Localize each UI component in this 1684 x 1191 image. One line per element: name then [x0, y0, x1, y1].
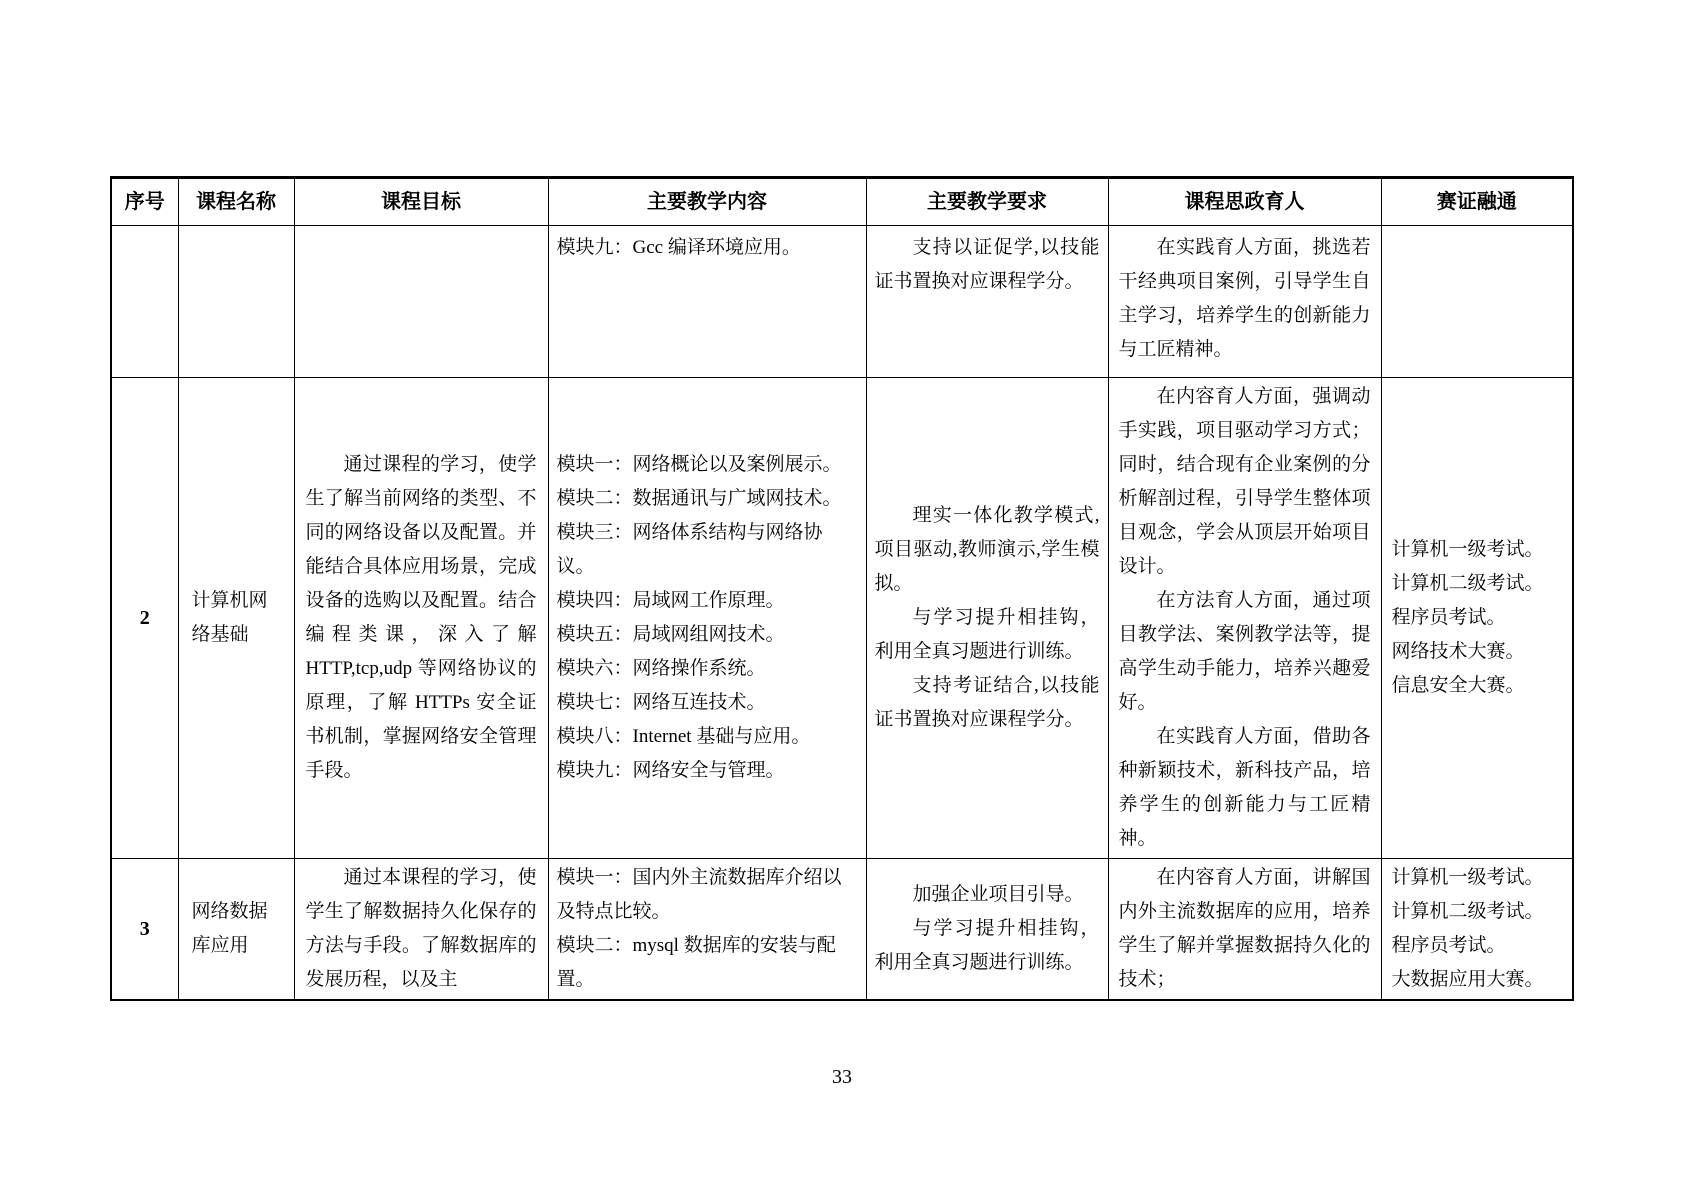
cell-teaching-content	[548, 226, 866, 378]
header-certs: 赛证融通	[1381, 178, 1573, 226]
objective-paragraph: 通过课程的学习，使学生了解当前网络的类型、不同的网络设备以及配置。并能结合具体应用场景，完成设备的选购以及配置。结合编程类课，深入了解 HTTP,tcp,udp 等网络协议的原理，了解 HTTPs 安全证书机制，掌握网络安全管理手段。	[305, 454, 537, 781]
requirement-line: 支持考证结合,以技能证书置换对应课程学分。	[874, 675, 1100, 730]
content-line: 模块六：网络操作系统。	[556, 658, 766, 679]
ideology-line: 在实践育人方面，挑选若干经典项目案例，引导学生自主学习，培养学生的创新能力与工匠精神。	[1118, 237, 1371, 360]
content-line: 模块二：mysql 数据库的安装与配置。	[556, 935, 836, 990]
cell-teaching-content	[548, 859, 866, 1001]
header-objectives: 课程目标	[294, 178, 548, 226]
content-line: 模块一：网络概论以及案例展示。	[556, 454, 842, 475]
cell-certs	[1381, 859, 1573, 1001]
content-line: 模块五：局域网组网技术。	[556, 624, 785, 645]
requirement-line: 与学习提升相挂钩，利用全真习题进行训练。	[874, 607, 1100, 662]
requirement-line: 加强企业项目引导。	[912, 884, 1084, 905]
page-number: 33	[832, 1066, 852, 1088]
cert-line: 程序员考试。	[1391, 935, 1506, 956]
course-table	[110, 176, 1574, 1001]
cert-line: 计算机一级考试。	[1391, 539, 1544, 560]
cert-line: 计算机一级考试。	[1391, 867, 1544, 888]
requirement-line: 理实一体化教学模式,项目驱动,教师演示,学生模拟。	[874, 505, 1100, 594]
cert-line: 程序员考试。	[1391, 607, 1506, 628]
header-teaching-content: 主要教学内容	[548, 178, 866, 226]
cell-certs	[1381, 226, 1573, 378]
header-ideology: 课程思政育人	[1108, 178, 1381, 226]
ideology-line: 在方法育人方面，通过项目教学法、案例教学法等，提高学生动手能力，培养兴趣爱好。	[1118, 590, 1371, 713]
content-line: 模块四：局域网工作原理。	[556, 590, 785, 611]
cell-objectives	[294, 859, 548, 1001]
table-header-row	[111, 178, 1573, 226]
header-seq: 序号	[111, 178, 178, 226]
table-row-continuation	[111, 226, 1573, 378]
cell-ideology	[1108, 859, 1381, 1001]
cert-line: 计算机二级考试。	[1391, 573, 1544, 594]
requirement-line: 支持以证促学,以技能证书置换对应课程学分。	[874, 237, 1100, 292]
cell-teaching-requirements	[866, 378, 1108, 859]
cell-ideology	[1108, 378, 1381, 859]
requirement-line: 与学习提升相挂钩，利用全真习题进行训练。	[874, 918, 1100, 973]
cell-certs	[1381, 378, 1573, 859]
cell-course-name: 网络数据库应用	[178, 859, 294, 1001]
cell-course-name	[178, 226, 294, 378]
cell-seq: 2	[111, 378, 178, 859]
cell-objectives	[294, 378, 548, 859]
cell-seq	[111, 226, 178, 378]
content-line: 模块九：Gcc 编译环境应用。	[556, 237, 801, 258]
cell-teaching-requirements	[866, 226, 1108, 378]
ideology-line: 在内容育人方面，强调动手实践，项目驱动学习方式；同时，结合现有企业案例的分析解剖过程，引导学生整体项目观念，学会从顶层开始项目设计。	[1118, 386, 1371, 577]
table-row-course-2	[111, 378, 1573, 859]
table-row-course-3	[111, 859, 1573, 1001]
content-line: 模块七：网络互连技术。	[556, 692, 766, 713]
objective-paragraph: 通过本课程的学习，使学生了解数据持久化保存的方法与手段。了解数据库的发展历程，以及主	[305, 867, 537, 990]
cert-line: 网络技术大赛。	[1391, 641, 1525, 662]
cell-course-name: 计算机网络基础	[178, 378, 294, 859]
cell-ideology	[1108, 226, 1381, 378]
cert-line: 信息安全大赛。	[1391, 675, 1525, 696]
cell-objectives	[294, 226, 548, 378]
ideology-line: 在内容育人方面，讲解国内外主流数据库的应用，培养学生了解并掌握数据持久化的技术；	[1118, 867, 1371, 990]
content-line: 模块一：国内外主流数据库介绍以及特点比较。	[556, 867, 842, 922]
header-teaching-requirements: 主要教学要求	[866, 178, 1108, 226]
cell-teaching-requirements	[866, 859, 1108, 1001]
cert-line: 大数据应用大赛。	[1391, 969, 1544, 990]
content-line: 模块九：网络安全与管理。	[556, 760, 785, 781]
header-course-name: 课程名称	[178, 178, 294, 226]
ideology-line: 在实践育人方面，借助各种新颖技术，新科技产品，培养学生的创新能力与工匠精神。	[1118, 726, 1371, 849]
content-line: 模块三：网络体系结构与网络协议。	[556, 522, 823, 577]
cert-line: 计算机二级考试。	[1391, 901, 1544, 922]
content-line: 模块八：Internet 基础与应用。	[556, 726, 811, 747]
cell-seq: 3	[111, 859, 178, 1001]
content-line: 模块二：数据通讯与广域网技术。	[556, 488, 842, 509]
cell-teaching-content	[548, 378, 866, 859]
